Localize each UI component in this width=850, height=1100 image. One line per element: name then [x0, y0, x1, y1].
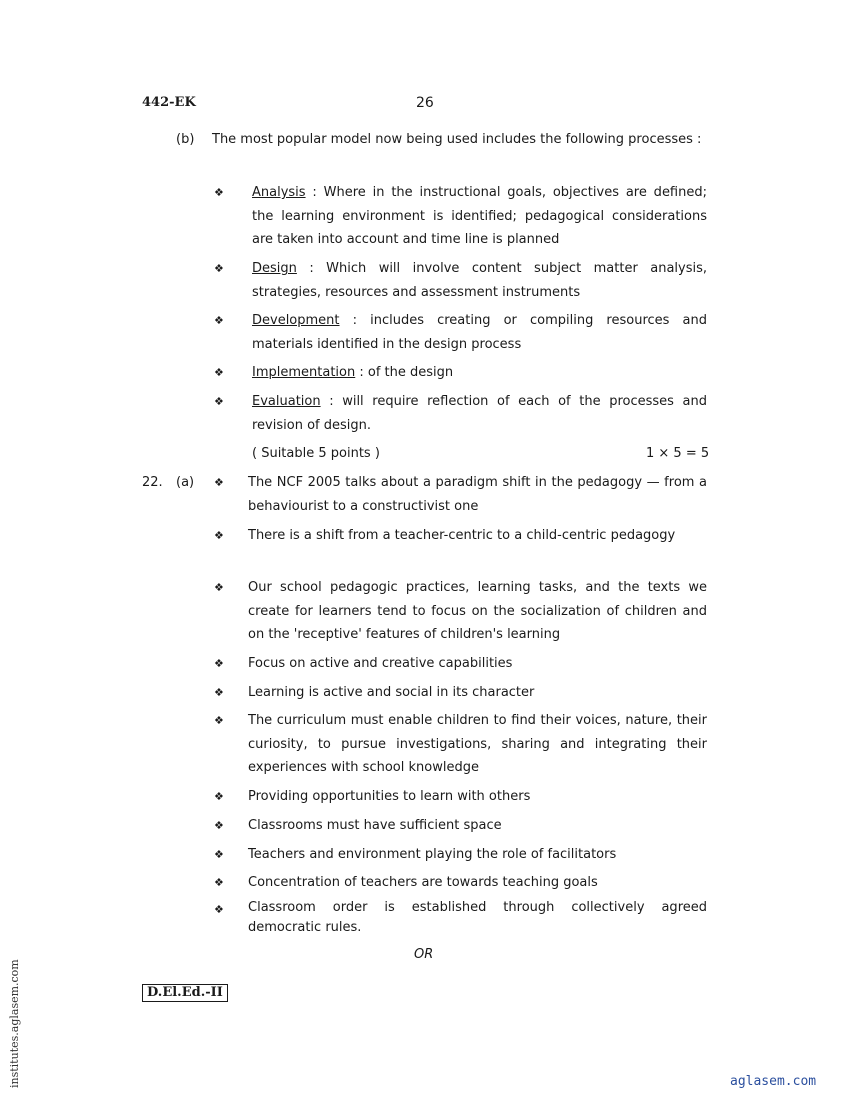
bullet-icon: ❖	[214, 686, 224, 699]
bullet-icon: ❖	[214, 581, 224, 594]
process-text: : includes creating or compiling resources and materials identified in the design process	[252, 313, 707, 352]
bottom-watermark[interactable]: aglasem.com	[730, 1074, 817, 1089]
process-text: : will require reflection of each of the processes and revision of design.	[252, 394, 707, 433]
list-item: There is a shift from a teacher-centric to a child-centric pedagogy	[248, 528, 676, 543]
process-text: : Where in the instructional goals, objectives are defined; the learning environment is identified; pedagogical considerations are taken into account and time line is planned	[252, 185, 707, 247]
process-item-design	[252, 257, 707, 304]
bullet-icon: ❖	[214, 262, 224, 275]
bullet-icon: ❖	[214, 395, 224, 408]
list-item: Classroom order is established through collectively agreed democratic rules.	[248, 900, 707, 935]
list-item: Classrooms must have sufficient space	[248, 818, 502, 833]
bullet-icon: ❖	[214, 714, 224, 727]
paper-code: 442-EK	[142, 95, 196, 110]
part-b-label: (b)	[176, 132, 195, 147]
bullet-icon: ❖	[214, 186, 224, 199]
bullet-icon: ❖	[214, 529, 224, 542]
term-analysis: Analysis	[252, 185, 306, 200]
term-implementation: Implementation	[252, 365, 356, 380]
bullet-icon: ❖	[214, 314, 224, 327]
bullet-icon: ❖	[214, 657, 224, 670]
list-item: Focus on active and creative capabilities	[248, 656, 513, 671]
process-item-development	[252, 309, 707, 356]
part-b-intro: The most popular model now being used includes the following processes :	[212, 132, 702, 147]
list-item: The curriculum must enable children to find their voices, nature, their curiosity, to pursue investigations, sharing and integrating their experiences with school knowledge	[248, 713, 707, 775]
process-item-analysis	[252, 181, 707, 252]
list-item: Providing opportunities to learn with others	[248, 789, 531, 804]
process-item-implementation	[252, 361, 707, 385]
term-development: Development	[252, 313, 340, 328]
process-item-evaluation	[252, 390, 707, 437]
list-item: Concentration of teachers are towards teaching goals	[248, 875, 598, 890]
bullet-icon: ❖	[214, 790, 224, 803]
course-code-box: D.El.Ed.-II	[142, 984, 228, 1002]
term-design: Design	[252, 261, 297, 276]
side-watermark: institutes.aglasem.com	[8, 959, 21, 1088]
part-a-label: (a)	[176, 475, 195, 490]
list-item: The NCF 2005 talks about a paradigm shift in the pedagogy — from a behaviourist to a constructivist one	[248, 475, 707, 514]
marking-note: ( Suitable 5 points )	[252, 446, 380, 461]
bullet-icon: ❖	[214, 903, 224, 916]
or-divider: OR	[414, 947, 434, 962]
bullet-icon: ❖	[214, 819, 224, 832]
page-number: 26	[416, 95, 434, 111]
list-item: Our school pedagogic practices, learning tasks, and the texts we create for learners tend to focus on the socialization of children and on the 'receptive' features of children's learning	[248, 580, 707, 642]
bullet-icon: ❖	[214, 366, 224, 379]
process-text: : Which will involve content subject matter analysis, strategies, resources and assessment instruments	[252, 261, 707, 300]
bullet-icon: ❖	[214, 848, 224, 861]
bullet-icon: ❖	[214, 476, 224, 489]
term-evaluation: Evaluation	[252, 394, 321, 409]
process-text: : of the design	[355, 365, 454, 380]
list-item: Teachers and environment playing the role of facilitators	[248, 847, 617, 862]
list-item: Learning is active and social in its character	[248, 685, 535, 700]
question-number: 22.	[142, 475, 163, 490]
marks: 1 × 5 = 5	[646, 446, 710, 461]
bullet-icon: ❖	[214, 876, 224, 889]
